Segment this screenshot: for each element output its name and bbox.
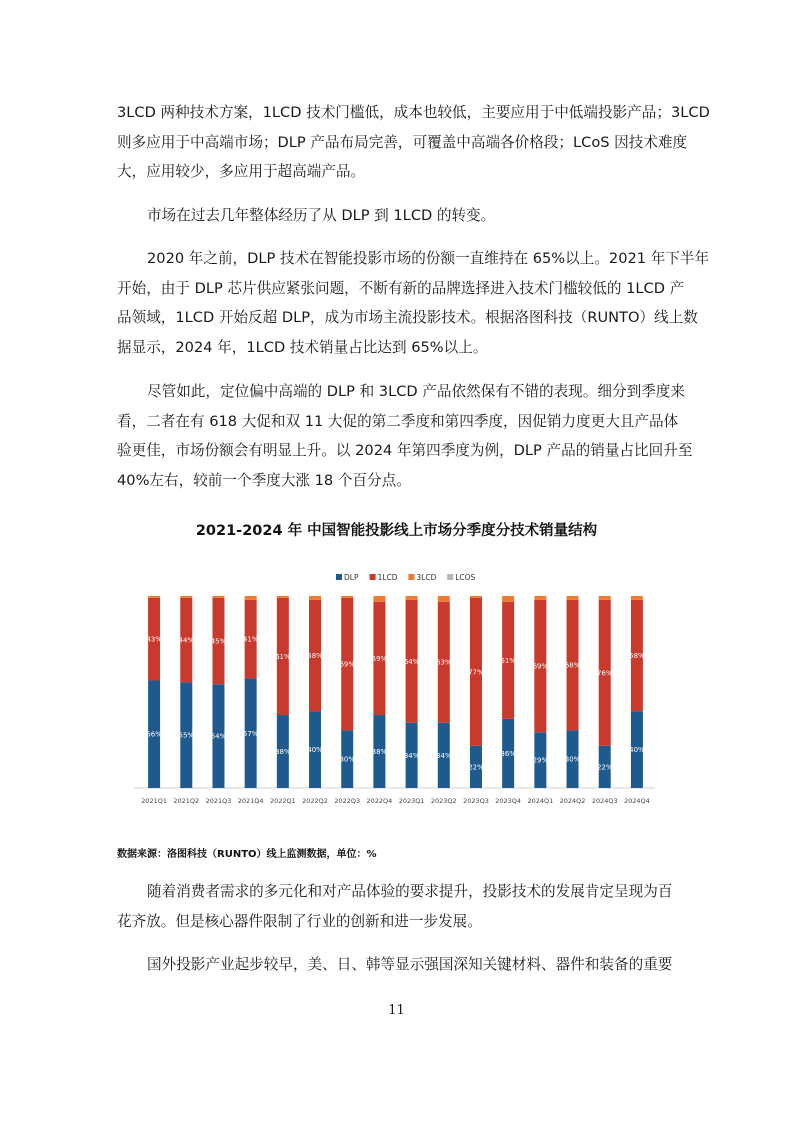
text-line: 据显示，2024 年，1LCD 技术销量占比达到 65%以上。: [117, 338, 488, 356]
text-line: 40%左右，较前一个季度大涨 18 个百分点。: [117, 471, 411, 489]
data-label: 30%: [564, 755, 581, 764]
x-tick-label: 2021Q1: [141, 797, 167, 805]
page-number: 11: [388, 1003, 405, 1018]
paragraph-6: [117, 950, 677, 980]
data-label: 34%: [403, 751, 420, 760]
text-line: 随着消费者需求的多元化和对产品体验的要求提升，投影技术的发展肯定呈现为百: [147, 883, 673, 900]
text-line: 国外投影产业起步较早，美、日、韩等显示强国深知关键材料、器件和装备的重要: [147, 956, 673, 973]
text-line: 看，二者在有 618 大促和双 11 大促的第二季度和第四季度，因促销力度更大且产品体: [117, 412, 679, 430]
x-tick-label: 2023Q2: [430, 797, 457, 805]
data-label: 69%: [532, 662, 549, 671]
data-label: 44%: [178, 636, 195, 645]
paragraph-1: [117, 98, 710, 187]
data-label: 22%: [596, 763, 613, 772]
legend-label: 3LCD: [416, 573, 437, 582]
data-label: 22%: [468, 763, 484, 772]
legend-swatch: [370, 574, 376, 580]
data-label: 55%: [178, 731, 195, 740]
text-line: 2020 年之前，DLP 技术在智能投影市场的份额一直维持在 65%以上。2021 年下半年: [147, 250, 710, 267]
data-label: 58%: [307, 652, 323, 661]
bar-segment-3lcd: [341, 596, 353, 598]
bar-segment-3lcd: [502, 596, 514, 602]
data-label: 40%: [629, 746, 645, 755]
data-label: 38%: [371, 748, 388, 757]
data-label: 54%: [210, 732, 227, 741]
legend-swatch: [447, 574, 453, 580]
text-line: 则多应用于中高端市场；DLP 产品布局完善，可覆盖中高端各价格段；LCoS 因技术难度: [117, 133, 688, 151]
data-source-note: 数据来源：洛图科技（RUNTO）线上监测数据，单位：%: [117, 849, 377, 860]
bar-segment-3lcd: [534, 596, 546, 600]
data-label: 57%: [242, 729, 259, 738]
x-tick-label: 2023Q1: [398, 797, 425, 805]
x-tick-label: 2024Q2: [559, 797, 586, 805]
data-label: 29%: [532, 756, 549, 765]
paragraph-4: [117, 377, 693, 495]
text-line: 市场在过去几年整体经历了从 DLP 到 1LCD 的转变。: [147, 207, 496, 224]
data-label: 38%: [275, 748, 291, 757]
bar-segment-3lcd: [212, 596, 224, 598]
bar-segment-3lcd: [245, 596, 257, 600]
data-label: 77%: [468, 668, 484, 677]
text-line: 大，应用较少，多应用于超高端产品。: [117, 163, 366, 180]
data-label: 64%: [403, 657, 420, 666]
bar-segment-3lcd: [373, 596, 385, 602]
bar-segment-3lcd: [309, 596, 321, 600]
data-label: 43%: [146, 635, 162, 644]
paragraph-2: [117, 201, 677, 231]
x-tick-label: 2022Q1: [269, 797, 296, 805]
data-label: 30%: [339, 755, 355, 764]
data-label: 68%: [564, 661, 581, 670]
x-tick-label: 2022Q2: [302, 797, 328, 805]
data-label: 69%: [339, 660, 355, 669]
data-label: 34%: [436, 751, 452, 760]
bar-segment-3lcd: [406, 596, 418, 600]
legend-swatch: [336, 574, 342, 580]
x-tick-label: 2021Q4: [237, 797, 264, 805]
legend-label: DLP: [344, 573, 359, 582]
bar-segment-3lcd: [567, 596, 579, 600]
bar-segment-3lcd: [277, 596, 289, 598]
x-tick-label: 2023Q3: [463, 797, 489, 805]
legend-swatch: [408, 574, 414, 580]
data-label: 40%: [307, 746, 323, 755]
text-line: 花齐放。但是核心器件限制了行业的创新和进一步发展。: [117, 912, 482, 930]
bar-segment-3lcd: [438, 596, 450, 602]
x-tick-label: 2023Q4: [495, 797, 522, 805]
data-label: 58%: [629, 652, 645, 661]
chart-title: 2021-2024 年 中国智能投影线上市场分季度分技术销量结构: [195, 523, 598, 539]
bar-segment-3lcd: [599, 596, 611, 600]
bar-segment-3lcd: [180, 596, 192, 598]
legend-label: LCOS: [455, 573, 476, 582]
data-label: 61%: [500, 656, 516, 665]
x-tick-label: 2022Q4: [366, 797, 393, 805]
x-tick-label: 2021Q3: [205, 797, 232, 805]
data-label: 76%: [596, 669, 613, 678]
x-tick-label: 2024Q3: [591, 797, 618, 805]
x-tick-label: 2024Q4: [624, 797, 650, 805]
legend-label: 1LCD: [377, 573, 398, 582]
data-label: 56%: [146, 730, 162, 739]
text-line: 开始，由于 DLP 芯片供应紧张问题，不断有新的品牌选择进入技术门槛较低的 1LCD 产: [117, 279, 685, 297]
stacked-bar-chart: [108, 566, 663, 811]
text-line: 品领域，1LCD 开始反超 DLP，成为市场主流投影技术。根据洛图科技（RUNTO）线上数: [117, 309, 698, 326]
data-label: 45%: [210, 637, 227, 646]
bar-segment-3lcd: [631, 596, 643, 600]
x-tick-label: 2021Q2: [173, 797, 200, 805]
data-label: 59%: [371, 654, 388, 663]
data-label: 36%: [500, 749, 516, 758]
paragraph-5: [117, 877, 677, 936]
text-line: 验更佳，市场份额会有明显上升。以 2024 年第四季度为例，DLP 产品的销量占比回升至: [117, 442, 693, 459]
text-line: 3LCD 两种技术方案，1LCD 技术门槛低，成本也较低，主要应用于中低端投影产品；3LCD: [117, 104, 710, 121]
x-tick-label: 2022Q3: [334, 797, 361, 805]
x-tick-label: 2024Q1: [527, 797, 554, 805]
text-line: 尽管如此，定位偏中高端的 DLP 和 3LCD 产品依然保有不错的表现。细分到季度来: [147, 383, 685, 400]
bar-segment-3lcd: [470, 596, 482, 598]
data-label: 63%: [436, 658, 452, 667]
paragraph-3: [117, 244, 710, 362]
data-label: 41%: [242, 635, 259, 644]
bar-segment-3lcd: [148, 596, 160, 598]
data-label: 61%: [275, 652, 291, 661]
